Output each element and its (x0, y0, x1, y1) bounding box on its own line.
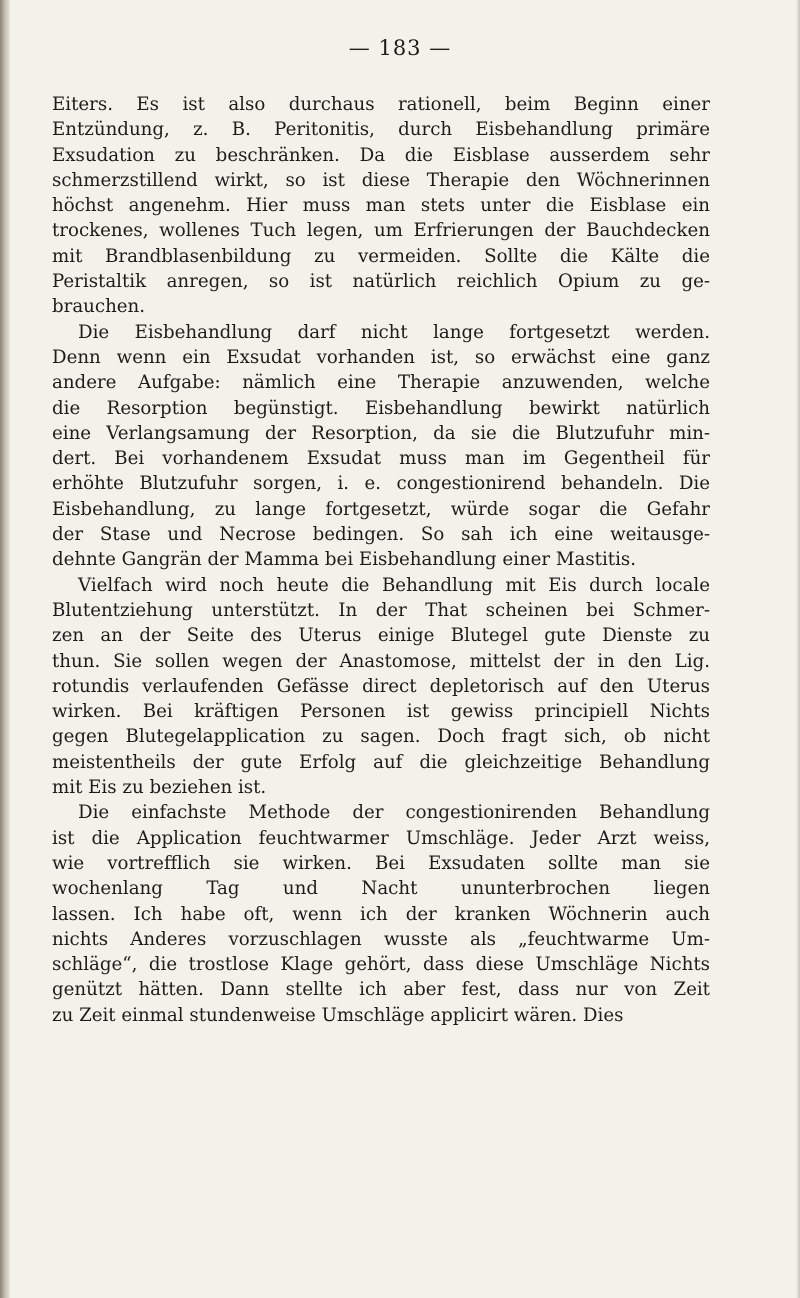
text-line: Exsudation zu beschränken. Da die Eisblase ausserdem sehr (52, 144, 710, 166)
text-line: wie vortrefflich sie wirken. Bei Exsudaten sollte man sie (52, 852, 710, 874)
text-line: zen an der Seite des Uterus einige Blutegel gute Dienste zu (52, 625, 710, 647)
text-line: dehnte Gangrän der Mamma bei Eisbehandlung einer Mastitis. (52, 549, 637, 571)
paragraph-start: Vielfach wird noch heute die Behandlung mit Eis durch locale (78, 574, 710, 596)
text-line: schläge“, die trostlose Klage gehört, dass diese Umschläge Nichts (52, 954, 710, 976)
text-line: brauchen. (52, 296, 146, 318)
text-line: Entzündung, z. B. Peritonitis, durch Eisbehandlung primäre (52, 119, 710, 141)
text-line: zu Zeit einmal stundenweise Umschläge applicirt wären. Dies (52, 1004, 624, 1026)
text-line: trockenes, wollenes Tuch legen, um Erfrierungen der Bauchdecken (52, 220, 710, 242)
text-line: wochenlang Tag und Nacht ununterbrochen liegen (52, 878, 710, 900)
text-line: rotundis verlaufenden Gefässe direct depletorisch auf den Uterus (52, 675, 710, 697)
text-line: höchst angenehm. Hier muss man stets unter die Eisblase ein (52, 195, 710, 217)
text-line: Peristaltik anregen, so ist natürlich reichlich Opium zu ge- (52, 271, 710, 293)
text-line: Eiters. Es ist also durchaus rationell, beim Beginn einer (52, 94, 710, 115)
text-line: thun. Sie sollen wegen der Anastomose, mittelst der in den Lig. (52, 650, 710, 672)
text-line: nichts Anderes vorzuschlagen wusste als „feuchtwarme Um- (52, 928, 710, 950)
text-line: wirken. Bei kräftigen Personen ist gewiss principiell Nichts (52, 701, 710, 723)
text-line: dert. Bei vorhandenem Exsudat muss man im Gegentheil für (52, 448, 710, 470)
text-line: andere Aufgabe: nämlich eine Therapie anzuwenden, welche (52, 372, 710, 394)
text-line: erhöhte Blutzufuhr sorgen, i. e. congestionirend behandeln. Die (52, 473, 710, 495)
body-text (52, 92, 710, 1028)
text-line: meistentheils der gute Erfolg auf die gleichzeitige Behandlung (52, 751, 710, 773)
text-line: Eisbehandlung, zu lange fortgesetzt, würde sogar die Gefahr (52, 498, 710, 520)
text-line: die Resorption begünstigt. Eisbehandlung bewirkt natürlich (52, 397, 710, 419)
text-line: gegen Blutegelapplication zu sagen. Doch fragt sich, ob nicht (52, 726, 710, 748)
text-line: eine Verlangsamung der Resorption, da sie die Blutzufuhr min- (52, 422, 710, 444)
text-line: Denn wenn ein Exsudat vorhanden ist, so erwächst eine ganz (52, 346, 710, 368)
text-line: lassen. Ich habe oft, wenn ich der kranken Wöchnerin auch (52, 903, 710, 925)
text-line: mit Eis zu beziehen ist. (52, 777, 267, 799)
text-line: Blutentziehung unterstützt. In der That scheinen bei Schmer- (52, 599, 710, 621)
paragraph-start: Die Eisbehandlung darf nicht lange fortgesetzt werden. (78, 321, 710, 343)
text-line: der Stase und Necrose bedingen. So sah ich eine weitausge- (52, 524, 710, 546)
paragraph-start: Die einfachste Methode der congestionirenden Behandlung (78, 802, 710, 824)
page-number: — 183 — (348, 36, 452, 60)
page-edge (796, 0, 800, 1298)
text-line: ist die Application feuchtwarmer Umschläge. Jeder Arzt weiss, (52, 827, 710, 849)
text-line: genützt hätten. Dann stellte ich aber fest, dass nur von Zeit (52, 979, 710, 1001)
text-line: mit Brandblasenbildung zu vermeiden. Sollte die Kälte die (52, 245, 710, 267)
text-line: schmerzstillend wirkt, so ist diese Therapie den Wöchnerinnen (52, 169, 710, 191)
book-binding-edge (0, 0, 10, 1298)
